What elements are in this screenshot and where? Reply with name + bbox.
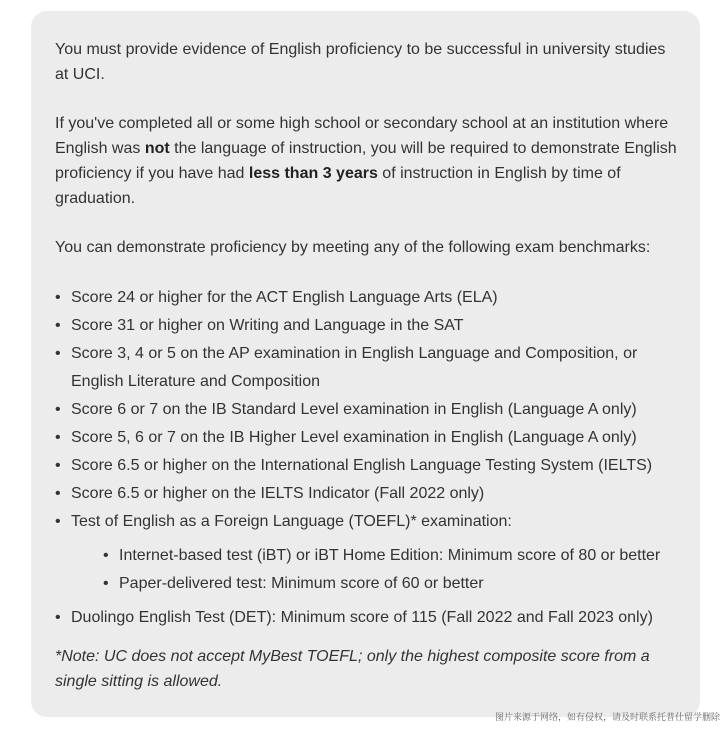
instruction-bold-not: not	[144, 140, 170, 157]
benchmarks-intro: You can demonstrate proficiency by meeting any of the following exam benchmarks:	[55, 239, 651, 256]
instruction-bold-years: less than 3 years	[248, 165, 378, 182]
benchmark-item-duolingo: • Duolingo English Test (DET): Minimum score of 115 (Fall 2022 and Fall 2023 only)	[55, 604, 680, 632]
benchmark-item-ielts-indicator: • Score 6.5 or higher on the IELTS Indicator (Fall 2022 only)	[55, 480, 680, 508]
toefl-item-paper: • Paper-delivered test: Minimum score of 60 or better	[103, 570, 680, 598]
instruction-text-3: of instruction in English by time of graduation.	[55, 165, 621, 207]
benchmark-item-sat: • Score 31 or higher on Writing and Language in the SAT	[55, 312, 680, 340]
instruction-paragraph	[55, 111, 680, 211]
benchmark-item-ib-sl: • Score 6 or 7 on the IB Standard Level examination in English (Language A only)	[55, 396, 680, 424]
info-card	[31, 11, 700, 717]
instruction-text-1: If you've completed all or some high school or secondary school at an institution where English was	[55, 115, 669, 157]
benchmark-item-ib-hl: • Score 5, 6 or 7 on the IB Higher Level examination in English (Language A only)	[55, 424, 680, 452]
toefl-note: *Note: UC does not accept MyBest TOEFL; only the highest composite score from a single sitting is allowed.	[55, 648, 650, 690]
benchmark-item-ap: • Score 3, 4 or 5 on the AP examination in English Language and Composition, or English Literature and Composition	[55, 340, 680, 396]
intro-paragraph: You must provide evidence of English proficiency to be successful in university studies at UCI.	[55, 41, 666, 83]
benchmark-item-ielts: • Score 6.5 or higher on the International English Language Testing System (IELTS)	[55, 452, 680, 480]
benchmark-item-act: • Score 24 or higher for the ACT English Language Arts (ELA)	[55, 284, 680, 312]
toefl-label: Test of English as a Foreign Language (TOEFL)* examination:	[71, 513, 512, 530]
watermark-text: 图片来源于网络，如有侵权，请及时联系托普仕留学删除	[494, 713, 720, 723]
benchmark-list	[55, 284, 680, 632]
toefl-item-ibt: • Internet-based test (iBT) or iBT Home Edition: Minimum score of 80 or better	[103, 542, 680, 570]
instruction-text-2: the language of instruction, you will be required to demonstrate English proficiency if you have had	[55, 140, 677, 182]
benchmark-item-toefl	[55, 508, 680, 598]
toefl-sub-list	[103, 542, 680, 598]
